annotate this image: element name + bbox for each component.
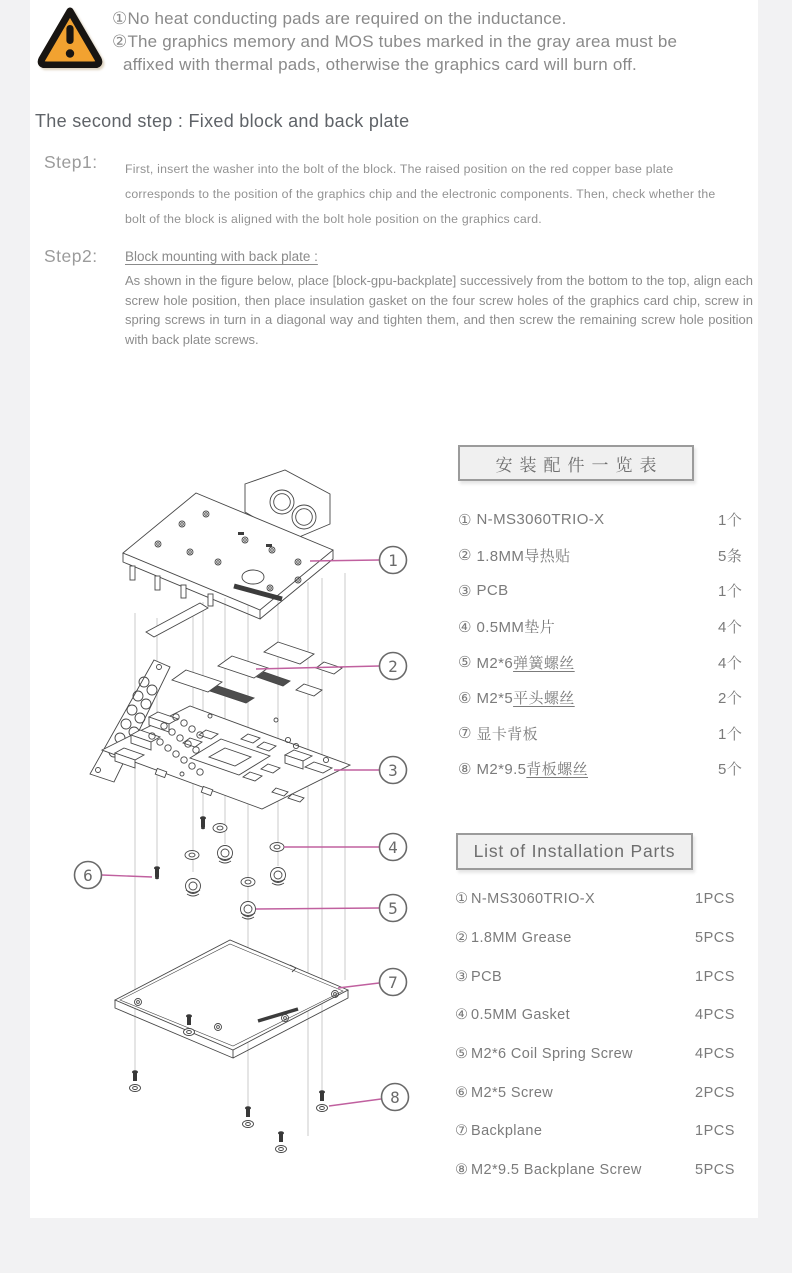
item-number: ⑤	[458, 654, 472, 672]
item-qty: 1个	[718, 725, 743, 743]
item-qty: 1个	[718, 583, 743, 601]
callout-2: 2	[388, 657, 398, 676]
item-qty: 4个	[718, 619, 743, 637]
item-name: PCB	[471, 968, 503, 985]
warning-triangle-icon	[37, 6, 103, 68]
callout-8: 8	[390, 1088, 400, 1107]
item-qty: 4个	[718, 654, 743, 672]
step1-label: Step1:	[44, 152, 98, 172]
parts-row	[458, 502, 758, 538]
item-number: ⑧	[458, 760, 472, 778]
item-name: N-MS3060TRIO-X	[471, 891, 596, 908]
item-number: ①	[458, 511, 472, 529]
parts-row	[458, 573, 758, 609]
parts-row	[455, 1073, 747, 1112]
item-name: M2*6 Coil Spring Screw	[471, 1046, 633, 1063]
step1-body: First, insert the washer into the bolt of the block. The raised position on the red copper base plate corresponds to the position of the graphics chip and the electronic components. Then, check whether the bolt of the block is aligned with the bolt hole position on the graphics card.	[125, 162, 716, 226]
parts-row	[455, 880, 747, 919]
item-number: ⑥	[458, 689, 472, 707]
parts-row	[455, 996, 747, 1035]
item-name: Backplane	[471, 1123, 543, 1140]
content-panel	[30, 0, 758, 1218]
alignment-lines	[135, 573, 345, 1136]
warning-line-3: affixed with thermal pads, otherwise the graphics card will burn off.	[123, 55, 637, 74]
item-number: ②	[455, 930, 468, 947]
item-name: 1.8MM导热贴	[476, 547, 571, 565]
item-name-underlined: 背板螺丝	[526, 761, 588, 779]
item-name: PCB	[476, 582, 509, 600]
item-name: M2*9.5	[476, 761, 527, 779]
item-qty: 5PCS	[695, 930, 735, 947]
backplate	[115, 940, 348, 1058]
item-name: 显卡背板	[476, 725, 539, 743]
item-qty: 5PCS	[695, 1162, 735, 1179]
item-number: ②	[458, 547, 472, 565]
item-number: ⑦	[458, 725, 472, 743]
parts-row	[455, 919, 747, 958]
item-qty: 1PCS	[695, 968, 735, 985]
parts-row	[455, 1035, 747, 1074]
spring-screws	[186, 846, 286, 920]
parts-row	[458, 644, 758, 680]
thermal-pads	[146, 603, 342, 703]
warning-line-2: ②The graphics memory and MOS tubes marked in the gray area must be	[112, 32, 678, 51]
parts-row	[458, 609, 758, 645]
section-heading: The second step : Fixed block and back plate	[35, 111, 410, 131]
item-qty: 5个	[718, 761, 743, 779]
item-qty: 4PCS	[695, 1046, 735, 1063]
item-number: ①	[455, 891, 468, 908]
parts-row	[458, 716, 758, 752]
item-name-underlined: 弹簧螺丝	[513, 654, 575, 672]
parts-row	[455, 957, 747, 996]
callout-6: 6	[83, 866, 93, 885]
item-number: ⑥	[455, 1084, 468, 1101]
item-qty: 5条	[718, 547, 743, 565]
step2-title: Block mounting with back plate :	[125, 249, 318, 264]
item-number: ④	[455, 1007, 468, 1024]
item-number: ⑧	[455, 1162, 468, 1179]
parts-row	[455, 1112, 747, 1151]
parts-list-en-header: List of Installation Parts	[456, 833, 693, 870]
item-name: M2*5 Screw	[471, 1084, 554, 1101]
step2-label: Step2:	[44, 246, 98, 266]
item-number: ③	[455, 968, 468, 985]
item-name: 0.5MM Gasket	[471, 1007, 571, 1024]
insulation-gaskets	[185, 824, 284, 887]
item-name: M2*5	[476, 690, 514, 708]
item-name: 1.8MM Grease	[471, 930, 572, 947]
parts-list-cn	[458, 502, 758, 787]
item-qty: 1PCS	[695, 891, 735, 908]
item-qty: 1个	[718, 512, 743, 530]
parts-row	[455, 1151, 747, 1190]
item-qty: 1PCS	[695, 1123, 735, 1140]
flat-head-screws	[154, 816, 206, 879]
item-name: 0.5MM垫片	[476, 619, 556, 637]
item-number: ⑤	[455, 1046, 468, 1063]
water-block	[123, 470, 333, 619]
warning-line-1: ①No heat conducting pads are required on the inductance.	[112, 9, 567, 28]
parts-row	[458, 751, 758, 787]
warning-text	[112, 7, 677, 76]
callout-4: 4	[388, 838, 398, 857]
parts-row	[458, 538, 758, 574]
parts-list-en	[455, 880, 747, 1190]
item-qty: 2PCS	[695, 1084, 735, 1101]
exploded-assembly-diagram	[40, 420, 460, 1190]
item-qty: 2个	[718, 690, 743, 708]
item-number: ⑦	[455, 1123, 468, 1140]
callout-5: 5	[388, 899, 398, 918]
item-qty: 4PCS	[695, 1007, 735, 1024]
parts-list-cn-header: 安装配件一览表	[458, 445, 694, 481]
item-name-underlined: 平头螺丝	[513, 690, 575, 708]
item-name: N-MS3060TRIO-X	[476, 511, 605, 529]
item-number: ④	[458, 618, 472, 636]
callout-7: 7	[388, 973, 398, 992]
item-name: M2*6	[476, 654, 514, 672]
parts-row	[458, 680, 758, 716]
item-number: ③	[458, 582, 472, 600]
item-name: M2*9.5 Backplane Screw	[471, 1162, 642, 1179]
step2-body: As shown in the figure below, place [block-gpu-backplate] successively from the bottom to the top, align each screw hole position, then place insulation gasket on the four screw holes of the graphics card chip, screw in spring screws in turn in a diagonal way and tighten them, and then screw the remaining screw hole position with back plate screws.	[125, 273, 753, 347]
callout-1: 1	[388, 551, 398, 570]
callout-3: 3	[388, 761, 398, 780]
